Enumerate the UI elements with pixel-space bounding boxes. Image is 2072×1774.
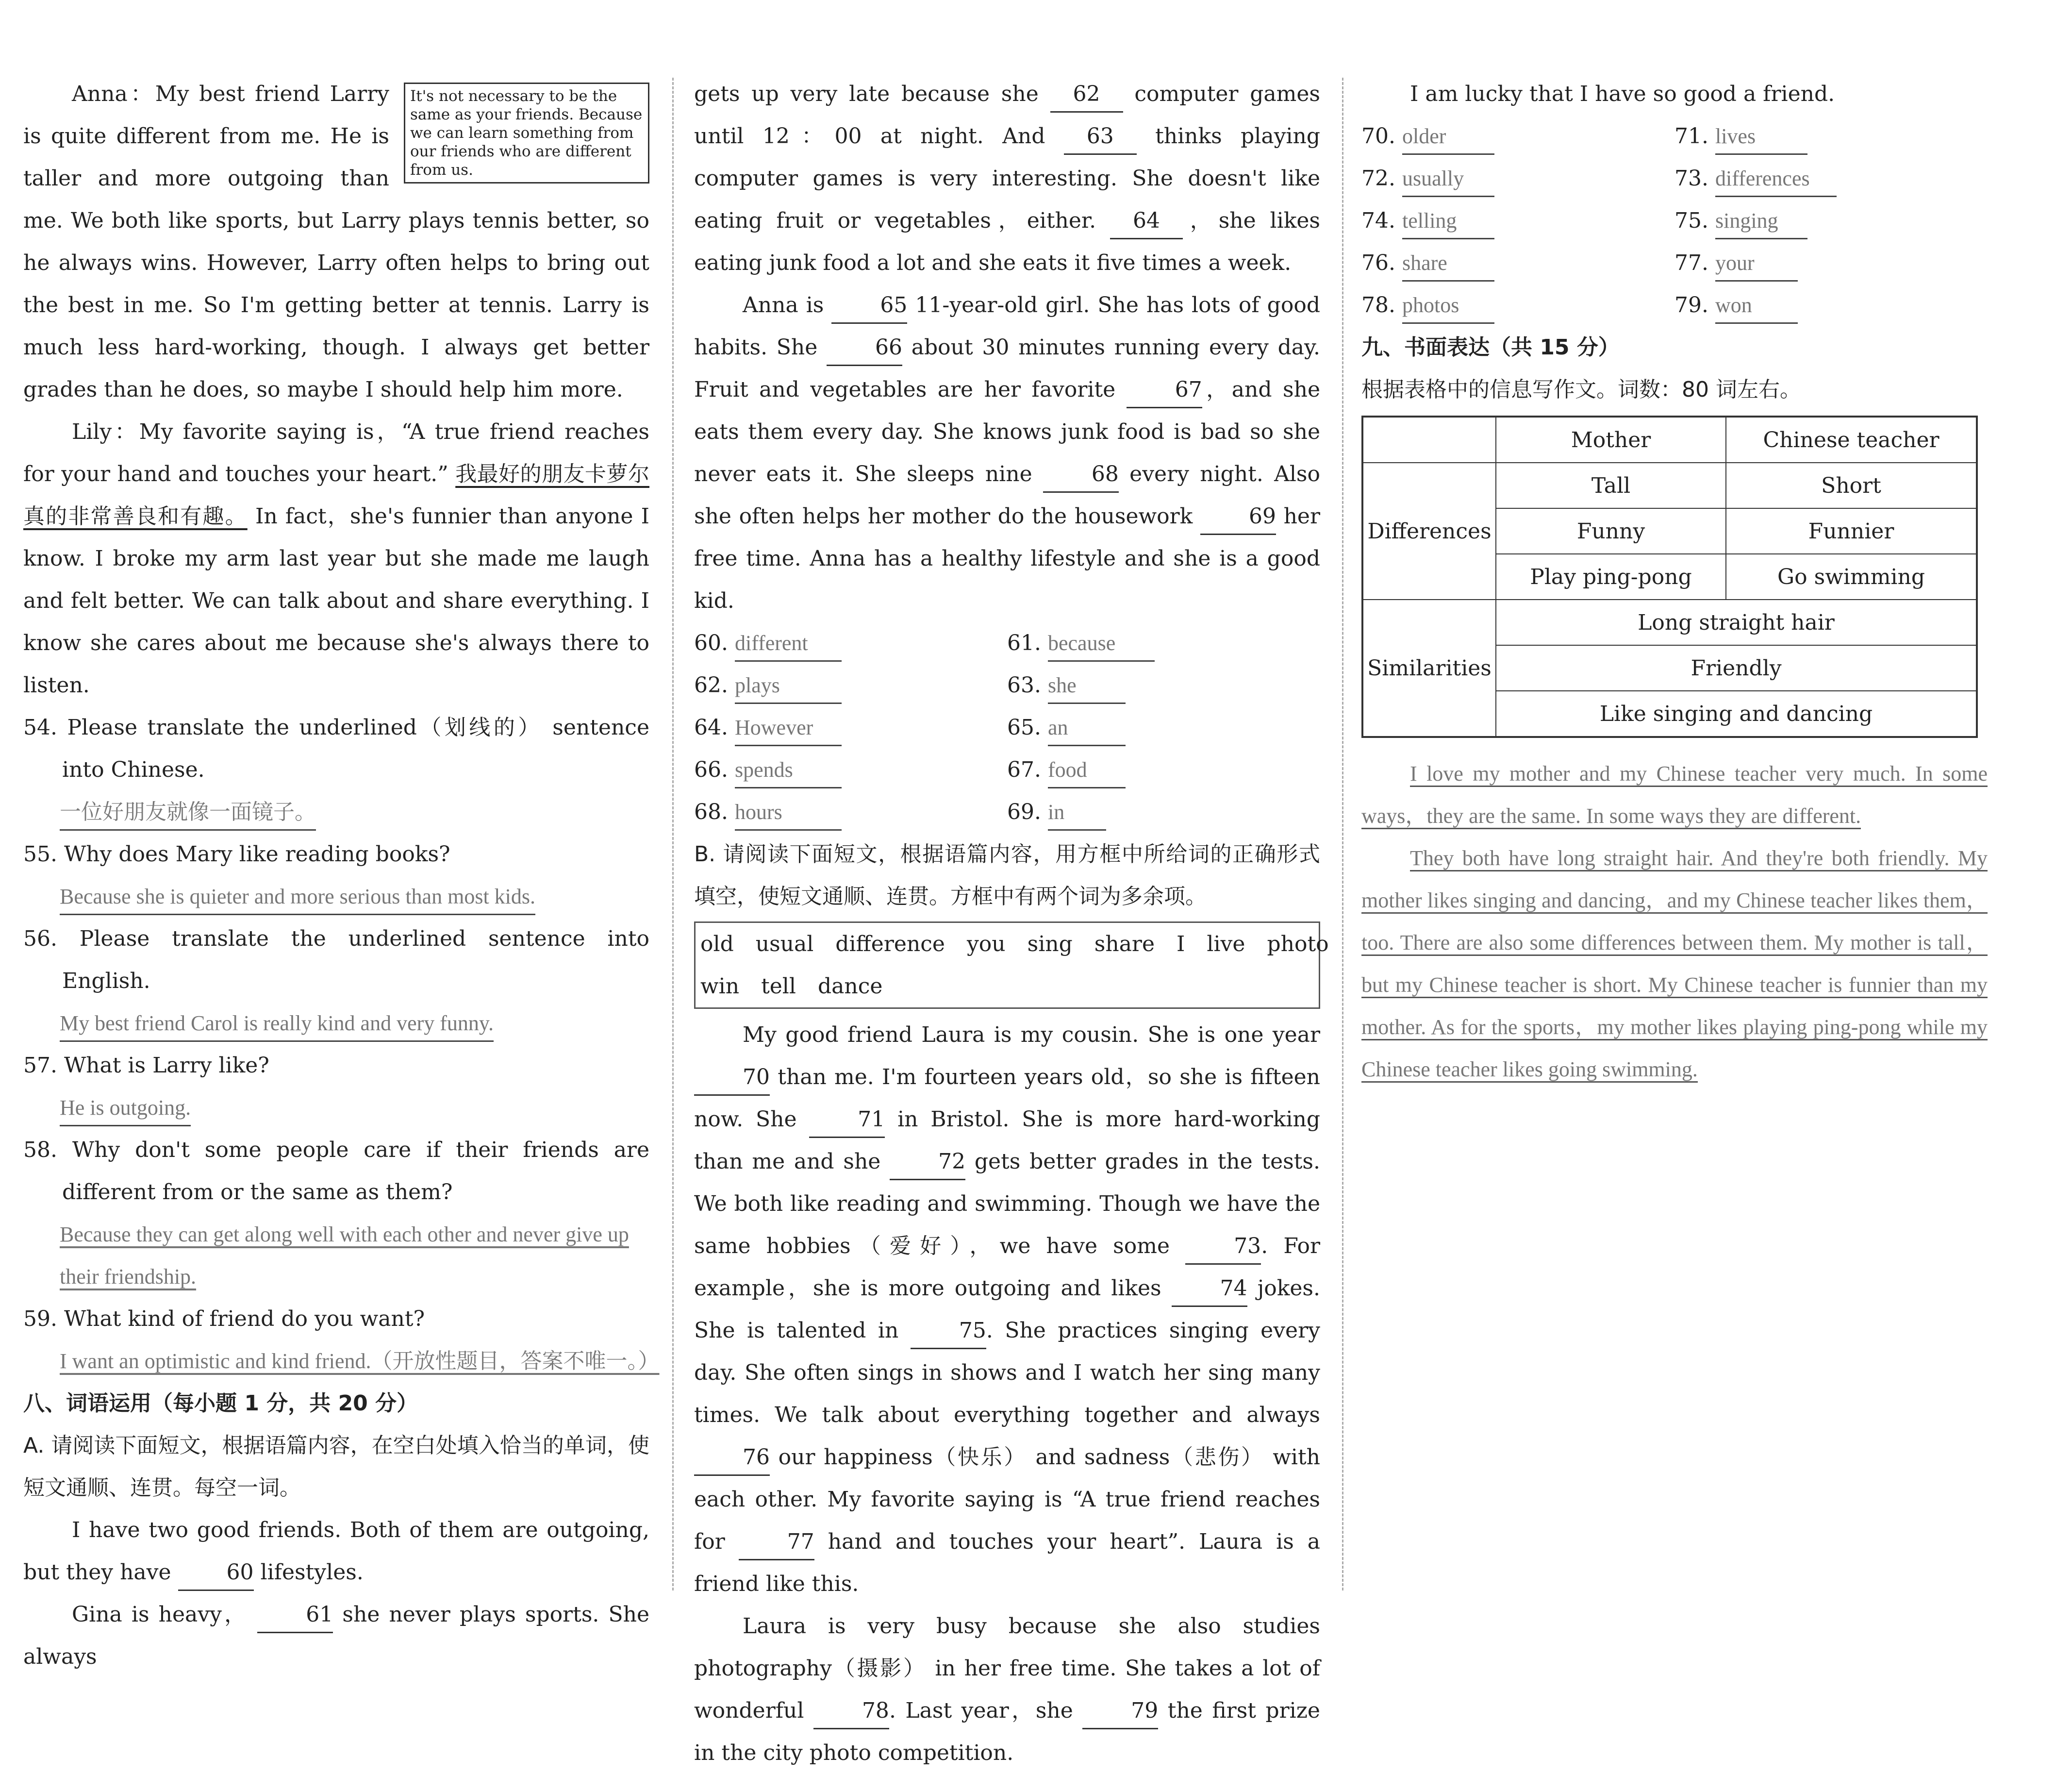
- passage-text: Anna is: [743, 293, 824, 318]
- table-cell: Funnier: [1726, 508, 1977, 554]
- table-cell: Funny: [1496, 508, 1726, 554]
- answer-text: in: [1048, 795, 1106, 831]
- blank-64: 64: [1110, 204, 1183, 239]
- question-57: [23, 1044, 649, 1129]
- answer-text: He is outgoing.: [60, 1091, 191, 1126]
- passage-text: our happiness（快乐） and sadness（悲伤） with each other. My favorite saying is “A true friend reaches for: [694, 1445, 1320, 1554]
- essay-paragraph-1: [1361, 753, 1988, 837]
- blank-65: 65: [831, 288, 907, 324]
- answer-number: 73.: [1674, 166, 1708, 191]
- passage-text: thinks playing computer games is very interesting. She doesn't like eating fruit or vegetables，either.: [694, 124, 1320, 233]
- passage-b-paragraph-1: [694, 1014, 1320, 1605]
- answer-number: 62.: [694, 673, 728, 698]
- passage-text: ，she likes eating junk food a lot and she eats it five times a week.: [694, 208, 1320, 275]
- blank-69: 69: [1200, 500, 1276, 535]
- table-cell: Long straight hair: [1496, 600, 1977, 645]
- underlined-chinese-sentence: 我最好的朋友卡萝尔真的非常善良和有趣。: [23, 462, 649, 529]
- table-row: [1362, 463, 1977, 508]
- blank-62: 62: [1050, 77, 1123, 113]
- section-9-instructions: 根据表格中的信息写作文。词数：80 词左右。: [1361, 377, 1801, 402]
- answer-text: My best friend Carol is really kind and very funny.: [60, 1006, 494, 1042]
- answer-number: 72.: [1361, 166, 1395, 191]
- passage-text: jokes. She is talented in: [694, 1276, 1320, 1343]
- answer-number: 67.: [1007, 757, 1041, 782]
- word-bank-item: tell: [761, 974, 796, 999]
- passage-text: Laura is very busy because she also studies photography（摄影） in her free time. She takes a lot of wonderful: [694, 1614, 1320, 1723]
- question-54: [23, 706, 649, 833]
- blank-60: 60: [178, 1556, 254, 1591]
- blank-67: 67: [1127, 373, 1202, 408]
- answer-text: 一位好朋友就像一面镜子。: [60, 795, 316, 831]
- table-cell: Friendly: [1496, 645, 1977, 691]
- essay-text: I love my mother and my Chinese teacher very much. In some ways，they are the same. In some ways they are different.: [1361, 762, 1988, 829]
- section-8b-instructions: B. 请阅读下面短文，根据语篇内容，用方框中所给词的正确形式填空，使短文通顺、连贯。方框中有两个词为多余项。: [694, 842, 1320, 909]
- section-9-heading: 九、书面表达（共 15 分）: [1361, 335, 1620, 360]
- passage-text: hand and touches your heart”. Laura is a friend like this.: [694, 1529, 1320, 1596]
- table-cell-empty: [1362, 417, 1496, 463]
- margin-note: It's not necessary to be the same as your friends. Because we can learn something from our friends who are different from us.: [404, 83, 649, 184]
- passage-text: every night. Also she often helps her mother do the housework: [694, 462, 1320, 529]
- passage-text: . She practices singing every day. She often sings in shows and I watch her sing many times. We talk about everything together and always: [694, 1318, 1320, 1427]
- essay-paragraph-2: [1361, 837, 1988, 1090]
- blank-75: 75: [911, 1314, 986, 1349]
- answer-number: 70.: [1361, 124, 1395, 149]
- blank-77: 77: [739, 1525, 814, 1560]
- answer-text: plays: [735, 669, 842, 704]
- lily-paragraph: [23, 411, 649, 706]
- blank-79: 79: [1082, 1694, 1158, 1729]
- passage-text: lifestyles.: [260, 1560, 364, 1585]
- blank-63: 63: [1064, 119, 1137, 155]
- passage-a-paragraph-1: [23, 1509, 649, 1593]
- word-bank-item: you: [966, 932, 1006, 956]
- comparison-table: [1361, 416, 1978, 738]
- passage-text: My good friend Laura is my cousin. She is one year: [743, 1022, 1320, 1047]
- answers-60-69: [694, 622, 1320, 833]
- blank-71: 71: [809, 1103, 885, 1138]
- column-left: [23, 73, 660, 1678]
- question-text: 54. Please translate the underlined（划线的） sentence into Chinese.: [23, 715, 649, 782]
- answer-text: won: [1715, 288, 1798, 324]
- answer-text: singing: [1715, 204, 1807, 239]
- passage-text: . For example，she is more outgoing and likes: [694, 1234, 1320, 1301]
- passage-a-paragraph-anna: [694, 284, 1320, 622]
- blank-74: 74: [1172, 1272, 1247, 1307]
- question-55: [23, 833, 649, 918]
- answer-text: Because they can get along well with each other and never give up their friendship.: [60, 1222, 629, 1289]
- table-cell: Play ping-pong: [1496, 554, 1726, 600]
- word-bank-item: old: [700, 932, 734, 956]
- column-right: [1361, 73, 1988, 1090]
- answers-70-79: [1361, 115, 1988, 326]
- column-divider-1: [672, 78, 674, 1590]
- answer-number: 65.: [1007, 715, 1041, 740]
- passage-b-last-line: I am lucky that I have so good a friend.: [1410, 82, 1835, 106]
- blank-61: 61: [257, 1598, 333, 1633]
- answer-text: lives: [1715, 119, 1807, 155]
- answer-text: different: [735, 626, 842, 662]
- section-8a-instructions: A. 请阅读下面短文，根据语篇内容，在空白处填入恰当的单词，使短文通顺、连贯。每空一词。: [23, 1433, 649, 1500]
- blank-72: 72: [890, 1145, 965, 1180]
- row-label-similarities: Similarities: [1362, 600, 1496, 737]
- word-bank-item: dance: [817, 974, 883, 999]
- word-bank-box: [694, 921, 1329, 1009]
- word-bank-item: usual: [755, 932, 814, 956]
- answer-number: 64.: [694, 715, 728, 740]
- passage-text: about 30 minutes running every day. Fruit and vegetables are her favorite: [694, 335, 1320, 402]
- question-58: [23, 1129, 649, 1298]
- section-8-heading: 八、词语运用（每小题 1 分，共 20 分）: [23, 1391, 418, 1416]
- word-bank-item: I: [1177, 932, 1185, 956]
- lily-text-before: Lily：My favorite saying is，“A true friend reaches for your hand and touches your heart.”: [23, 419, 649, 486]
- table-header: Mother: [1496, 417, 1726, 463]
- passage-text: than me. I'm fourteen years old，so she is fifteen now. She: [694, 1065, 1320, 1132]
- passage-text: gets better grades in the tests. We both like reading and swimming. Though we have the same hobbies（爱好），we have some: [694, 1149, 1320, 1258]
- table-cell: Like singing and dancing: [1496, 691, 1977, 737]
- answer-number: 60.: [694, 631, 728, 655]
- answer-number: 75.: [1674, 208, 1708, 233]
- answer-number: 74.: [1361, 208, 1395, 233]
- table-row: [1362, 600, 1977, 645]
- word-bank-item: live: [1207, 932, 1245, 956]
- answer-text: an: [1048, 711, 1126, 746]
- answer-number: 79.: [1674, 293, 1708, 318]
- table-cell: Short: [1726, 463, 1977, 508]
- passage-text: in Bristol. She is more hard-working than me and she: [694, 1107, 1320, 1174]
- lily-text-after: In fact，she's funnier than anyone I know. I broke my arm last year but she made me laugh and felt better. We can talk about and share everything. I know she cares about me because she's always there to listen.: [23, 504, 649, 698]
- word-bank-item: difference: [835, 932, 945, 956]
- passage-text: ，and she eats them every day. She knows junk food is bad so she never eats it. She sleeps nine: [694, 377, 1320, 486]
- passage-a-paragraph-2: [23, 1593, 649, 1678]
- answer-text: hours: [735, 795, 842, 831]
- passage-text: I have two good friends. Both of them are outgoing, but they have: [23, 1518, 649, 1585]
- blank-68: 68: [1043, 457, 1119, 493]
- answer-text: I want an optimistic and kind friend.（开放性题目，答案不唯一。）: [60, 1349, 660, 1373]
- table-cell: Go swimming: [1726, 554, 1977, 600]
- answer-text: photos: [1402, 288, 1494, 324]
- answer-text: telling: [1402, 204, 1494, 239]
- blank-76: 76: [694, 1440, 770, 1476]
- word-bank-item: win: [700, 974, 740, 999]
- answer-text: differences: [1715, 162, 1837, 197]
- passage-text: computer games until 12：00 at night. And: [694, 82, 1320, 149]
- answer-number: 63.: [1007, 673, 1041, 698]
- column-middle: [694, 73, 1329, 1774]
- passage-text: gets up very late because she: [694, 82, 1039, 106]
- anna-paragraph: Anna：My best friend Larry is quite different from me. He is taller and more outgoing than me. We both like sports, but Larry plays tennis better, so he always wins. However, Larry often helps to bring out the best in me. So I'm getting better at tennis. Larry is much less hard-working, though. I always get better grades than he does, so maybe I should help him more.: [23, 82, 649, 402]
- essay-text: They both have long straight hair. And they're both friendly. My mother likes singing and dancing，and my Chinese teacher likes them，too. There are also some differences between them. My mother is tall，but my Chinese teacher is short. My Chinese teacher is funnier than my mother. As for the sports，my mother likes playing ping-pong while my Chinese teacher likes going swimming.: [1361, 846, 1988, 1083]
- answer-number: 68.: [694, 800, 728, 824]
- passage-text: her free time. Anna has a healthy lifestyle and she is a good kid.: [694, 504, 1320, 613]
- answer-text: food: [1048, 753, 1126, 788]
- question-56: [23, 918, 649, 1044]
- word-bank-item: share: [1094, 932, 1155, 956]
- passage-a-continued: [694, 73, 1320, 284]
- column-divider-2: [1342, 78, 1343, 1590]
- answer-text: she: [1048, 669, 1126, 704]
- question-59: [23, 1298, 660, 1382]
- answer-text: share: [1402, 246, 1494, 282]
- question-text: 58. Why don't some people care if their friends are different from or the same as them?: [23, 1138, 649, 1205]
- passage-text: the first prize in the city photo competition.: [694, 1698, 1320, 1765]
- answer-number: 61.: [1007, 631, 1041, 655]
- answer-text: However: [735, 711, 842, 746]
- passage-text: Gina is heavy，: [72, 1602, 249, 1627]
- answer-number: 71.: [1674, 124, 1708, 149]
- table-cell: Tall: [1496, 463, 1726, 508]
- blank-70: 70: [694, 1060, 770, 1096]
- passage-b-paragraph-2: [694, 1605, 1320, 1774]
- answer-text: because: [1048, 626, 1155, 662]
- answer-number: 69.: [1007, 800, 1041, 824]
- blank-78: 78: [813, 1694, 889, 1729]
- table-header: Chinese teacher: [1726, 417, 1977, 463]
- table-row: [1362, 417, 1977, 463]
- row-label-differences: Differences: [1362, 463, 1496, 600]
- answer-number: 78.: [1361, 293, 1395, 318]
- passage-text: 11-year-old girl. She has lots of good habits. She: [694, 293, 1320, 360]
- answer-text: older: [1402, 119, 1494, 155]
- blank-66: 66: [827, 331, 902, 366]
- answer-number: 76.: [1361, 251, 1395, 275]
- answer-number: 77.: [1674, 251, 1708, 275]
- question-text: 59. What kind of friend do you want?: [23, 1306, 425, 1331]
- answer-text: usually: [1402, 162, 1494, 197]
- word-bank-item: sing: [1027, 932, 1073, 956]
- answer-text: spends: [735, 753, 842, 788]
- word-bank-item: photo: [1267, 932, 1329, 956]
- answer-number: 66.: [694, 757, 728, 782]
- passage-text: . Last year，she: [889, 1698, 1073, 1723]
- answer-text: your: [1715, 246, 1798, 282]
- passage-text: she never plays sports. She always: [23, 1602, 649, 1669]
- answer-text: Because she is quieter and more serious than most kids.: [60, 880, 535, 915]
- question-text: 55. Why does Mary like reading books?: [23, 842, 450, 867]
- question-text: 56. Please translate the underlined sentence into English.: [23, 926, 649, 993]
- blank-73: 73: [1185, 1229, 1261, 1265]
- question-text: 57. What is Larry like?: [23, 1053, 269, 1078]
